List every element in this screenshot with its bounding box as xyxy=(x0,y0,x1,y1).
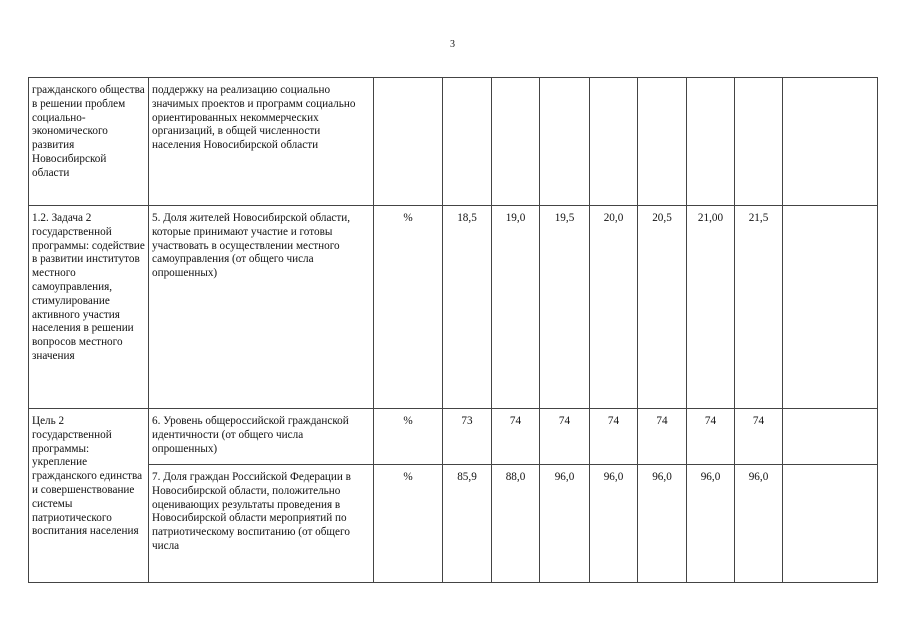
unit-cell: % xyxy=(374,409,443,465)
indicators-table xyxy=(28,77,878,583)
empty-cell xyxy=(783,78,878,206)
value-cell xyxy=(735,78,783,206)
page-number: 3 xyxy=(450,39,455,50)
value-cell: 19,5 xyxy=(540,206,590,409)
indicator-cell: поддержку на реализацию социально значимых проектов и программ социально ориентированных некоммерческих организаций, в общей численности населения Новосибирской области xyxy=(149,78,374,206)
table-row xyxy=(29,78,878,206)
value-cell: 74 xyxy=(735,409,783,465)
goal-cell: 1.2. Задача 2 государственной программы: содействие в развитии институтов местного самоуправления, стимулирование активного участия населения в решении вопросов местного значения xyxy=(29,206,149,409)
value-cell: 96,0 xyxy=(687,465,735,583)
value-cell: 96,0 xyxy=(735,465,783,583)
indicator-cell: 6. Уровень общероссийской гражданской идентичности (от общего числа опрошенных) xyxy=(149,409,374,465)
value-cell: 96,0 xyxy=(638,465,687,583)
value-cell: 20,0 xyxy=(590,206,638,409)
value-cell: 21,5 xyxy=(735,206,783,409)
value-cell xyxy=(687,78,735,206)
goal-cell: гражданского общества в решении проблем социально-экономического развития Новосибирской области xyxy=(29,78,149,206)
value-cell xyxy=(492,78,540,206)
value-cell: 19,0 xyxy=(492,206,540,409)
value-cell xyxy=(540,78,590,206)
value-cell xyxy=(443,78,492,206)
unit-cell xyxy=(374,78,443,206)
unit-cell: % xyxy=(374,206,443,409)
table-row xyxy=(29,465,878,583)
value-cell: 85,9 xyxy=(443,465,492,583)
empty-cell xyxy=(783,465,878,583)
value-cell: 21,00 xyxy=(687,206,735,409)
empty-cell xyxy=(783,206,878,409)
table-row xyxy=(29,409,878,465)
value-cell: 96,0 xyxy=(590,465,638,583)
empty-cell xyxy=(783,409,878,465)
goal-cell: Цель 2 государственной программы: укрепление гражданского единства и совершенствование системы патриотического воспитания населения xyxy=(29,409,149,583)
value-cell xyxy=(638,78,687,206)
value-cell: 74 xyxy=(638,409,687,465)
unit-cell: % xyxy=(374,465,443,583)
value-cell: 88,0 xyxy=(492,465,540,583)
value-cell: 96,0 xyxy=(540,465,590,583)
value-cell: 74 xyxy=(540,409,590,465)
indicator-cell: 5. Доля жителей Новосибирской области, которые принимают участие и готовы участвовать в осуществлении местного самоуправления (от общего числа опрошенных) xyxy=(149,206,374,409)
value-cell: 18,5 xyxy=(443,206,492,409)
value-cell: 73 xyxy=(443,409,492,465)
value-cell: 74 xyxy=(687,409,735,465)
table-row xyxy=(29,206,878,409)
value-cell: 74 xyxy=(590,409,638,465)
value-cell: 20,5 xyxy=(638,206,687,409)
indicator-cell: 7. Доля граждан Российской Федерации в Новосибирской области, положительно оценивающих результаты проведения в Новосибирской области мероприятий по патриотическому воспитанию (от общего числа xyxy=(149,465,374,583)
value-cell: 74 xyxy=(492,409,540,465)
value-cell xyxy=(590,78,638,206)
